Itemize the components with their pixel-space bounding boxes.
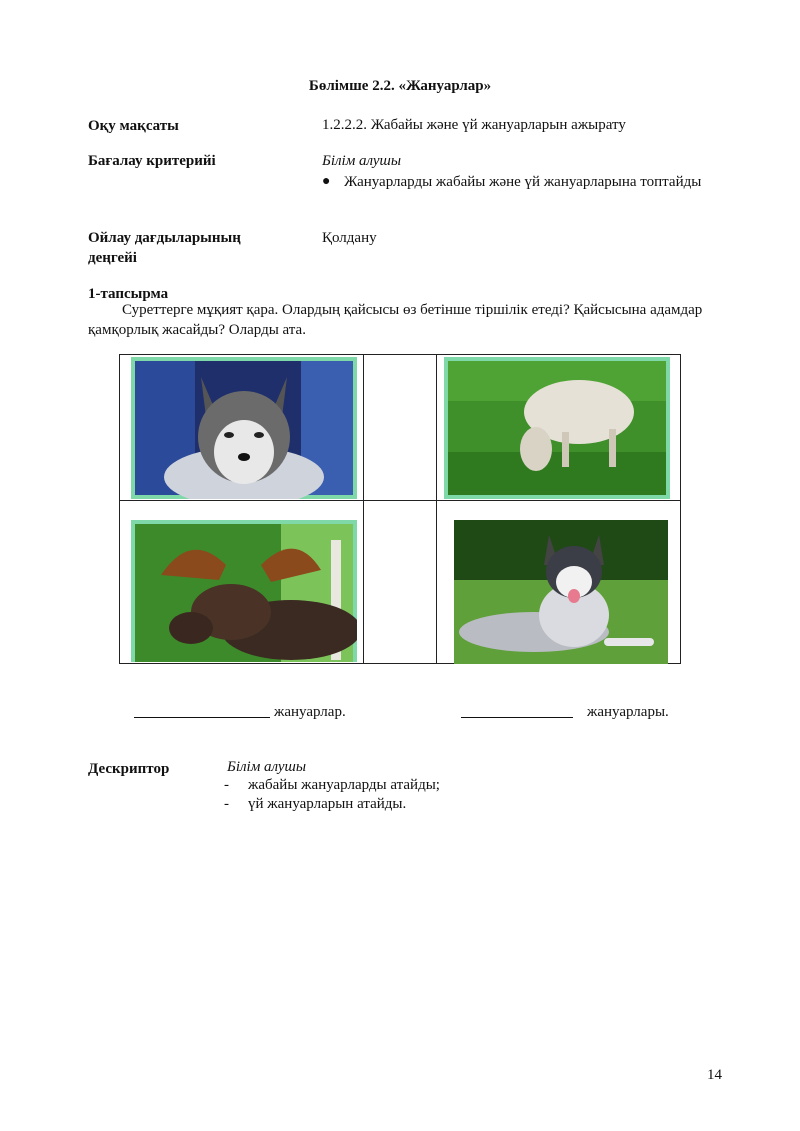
- descriptor-item: [224, 796, 524, 816]
- criteria-bullet-text: Жануарларды жабайы және үй жануарларына топтайды: [344, 174, 702, 190]
- grid-divider: [363, 355, 364, 663]
- answer-blank-right[interactable]: [461, 717, 573, 718]
- descriptor-item-text: үй жануарларын атайды.: [248, 796, 407, 812]
- thinking-label-line1: Ойлау дағдыларының: [88, 230, 241, 246]
- wolf-image: [131, 357, 357, 499]
- thinking-value: Қолдану: [322, 230, 377, 246]
- bullet-icon: ●: [322, 174, 331, 189]
- page-title: Бөлімше 2.2. «Жануарлар»: [308, 78, 492, 94]
- descriptor-item: [224, 777, 524, 797]
- husky-photo: [454, 520, 668, 664]
- task-text: Суреттерге мұқият қара. Олардың қайсысы өз бетінше тіршілік етеді? Қайсысына адамдар қамқорлық жасайды? Оларды ата.: [88, 302, 703, 338]
- task-title: 1-тапсырма: [88, 286, 169, 302]
- criteria-learner: Білім алушы: [322, 153, 402, 169]
- moose-image: [131, 520, 357, 662]
- husky-image: [454, 520, 668, 664]
- grid-divider: [120, 500, 680, 501]
- sheep-photo: [444, 357, 670, 499]
- descriptor-item-text: жабайы жануарларды атайды;: [248, 777, 440, 793]
- answer-left-suffix: жануарлар.: [274, 704, 346, 720]
- dash-icon: -: [224, 777, 229, 793]
- image-grid: [119, 354, 681, 664]
- sheep-image: [444, 357, 670, 499]
- criteria-label: Бағалау критерийі: [88, 153, 216, 169]
- answer-blank-left[interactable]: [134, 717, 270, 718]
- answer-right-suffix: жануарлары.: [587, 704, 669, 720]
- criteria-bullet: [322, 172, 722, 214]
- dash-icon: -: [224, 796, 229, 812]
- moose-photo: [131, 520, 357, 662]
- objective-label: Оқу мақсаты: [88, 118, 179, 134]
- objective-value: 1.2.2.2. Жабайы және үй жануарларын ажырату: [322, 117, 626, 133]
- descriptor-learner: Білім алушы: [227, 759, 307, 775]
- page-number: 14: [707, 1067, 722, 1083]
- wolf-photo: [131, 357, 357, 499]
- descriptor-label: Дескриптор: [88, 761, 170, 777]
- thinking-label-line2: деңгейі: [88, 250, 137, 266]
- grid-divider: [436, 355, 437, 663]
